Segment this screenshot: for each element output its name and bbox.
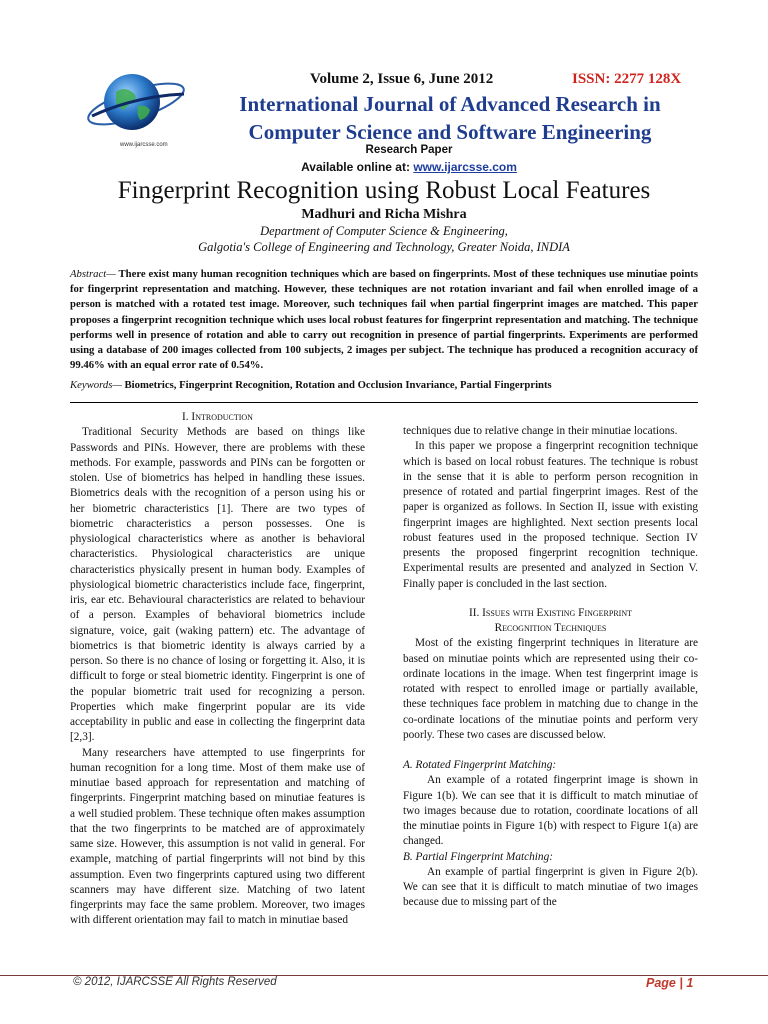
keywords xyxy=(70,379,698,391)
page-number: Page | 1 xyxy=(646,976,694,990)
globe-logo-icon xyxy=(80,66,192,150)
volume-issue: Volume 2, Issue 6, June 2012 xyxy=(310,71,494,87)
keywords-label: Keywords— xyxy=(70,379,122,391)
intro-paragraph-1: Traditional Security Methods are based on things like Passwords and PINs. However, there are problems with these methods. For example, passwords and PINs can be forgotten or stolen. Use of biometrics has helped in handling these issues. Biometrics deals with the recognition of a person using his or her biometric characteristics [1]. There are two types of biometric characteristics a person possesses. One is physiological characteristics where as another is behavioral characteristics. Physiological characteristics are unique characteristics physically present in human body. Examples of physiological biometric characteristics include face, fingerprint, iris, ear etc. Behavioural characteristics are related to behaviour of a person. Examples of behavioral biometrics include signature, voice, gait (waking pattern) etc. The advantage of biometrics is that biometric identity is always carried by a person. So there is no chance of losing or forgetting it. Also, it is difficult to forge or steal biometric identity. Fingerprint is one of the popular biometric trait used for recognizing a person. Properties which make fingerprint popular are its vide acceptability in public and ease in collecting the fingerprint data [2,3]. xyxy=(70,426,365,744)
intro-paragraph-3: In this paper we propose a fingerprint recognition technique which is based on local robust features. The technique is robust in the sense that it is able to perform person recognition in presence of rotated and partial fingerprint images. Rest of the paper is organized as follows. In Section II, issue with existing fingerprint images are highlighted. Next section presents local robust features used in the proposed technique. Section IV presents the proposed fingerprint recognition technique. Experimental results are presented and analyzed in Section V. Finally paper is concluded in the last section. xyxy=(403,440,698,590)
available-online xyxy=(0,160,768,174)
available-online-label: Available online at: xyxy=(301,160,414,174)
journal-title xyxy=(195,90,705,146)
copyright: © 2012, IJARCSSE All Rights Reserved xyxy=(73,976,277,988)
abstract-text: There exist many human recognition techniques which are based on fingerprints. Most of these techniques use minutiae points for fingerprint representation and matching. However, these techniques are not rotation invariant and fail when enrolled image of a person is matched with a rotated test image. Moreover, such techniques fail when partial fingerprint images are matched. This paper proposes a fingerprint recognition technique which uses local robust features for fingerprint representation and matching. The technique performs well in presence of rotation and able to carry out recognition in presence of partial fingerprints. Experiments are performed using a database of 200 images collected from 100 subjects, 2 images per subject. The technique has produced a recognition accuracy of 99.46% with an equal error rate of 0.54%. xyxy=(70,268,698,372)
journal-link[interactable]: www.ijarcsse.com xyxy=(413,160,517,174)
issues-paragraph: Most of the existing fingerprint techniques in literature are based on minutiae points which are represented using their co-ordinate locations in the image. When test fingerprint image is rotated with respect to enrolled image or partially available, these techniques face problem in matching due to change in the co-ordinate locations of the minutiae points and perform very poorly. These two cases are discussed below. xyxy=(403,637,698,741)
journal-title-line1: International Journal of Advanced Research in xyxy=(239,92,661,116)
left-column xyxy=(70,410,365,929)
right-column xyxy=(403,424,698,911)
header-divider xyxy=(70,402,698,403)
abstract-label: Abstract— xyxy=(70,268,116,280)
intro-paragraph-2: Many researchers have attempted to use fingerprints for human recognition for a long time. Most of them make use of minutiae based approach for representation and matching of fingerprints. Fingerprint matching based on minutiae features is a well studied problem. These technique often makes assumption that the two fingerprints to be matched are of approximately same size. However, this assumption is not valid in general. For example, matching of partial fingerprints will not bind by this assumption. Even two fingerprints captured using two different scanners may have different size. Matching of two latent fingerprints may face the same problem. Moreover, two images with different orientation may fail to match in minutiae based xyxy=(70,746,365,927)
issues-heading-line1: II. Issues with Existing Fingerprint xyxy=(468,606,633,619)
subsection-a-text: An example of a rotated fingerprint image is shown in Figure 1(b). We can see that it is difficult to match minutiae of two images because due to rotation, coordinate locations of all the minutiae points in Figure 1(b) with respect to Figure 1(a) are changed. xyxy=(403,774,698,848)
subsection-b-heading: B. Partial Fingerprint Matching: xyxy=(403,850,553,863)
issn: ISSN: 2277 128X xyxy=(572,71,682,87)
subsection-b-text: An example of partial fingerprint is given in Figure 2(b). We can see that it is difficult to match minutiae of two images because due to missing part of the xyxy=(403,865,698,909)
introduction-heading: I. Introduction xyxy=(182,411,253,423)
journal-title-line2: Computer Science and Software Engineering xyxy=(248,120,652,144)
subsection-a-heading: A. Rotated Fingerprint Matching: xyxy=(403,759,557,771)
abstract xyxy=(70,267,698,373)
continued-paragraph: techniques due to relative change in their minutiae locations. xyxy=(403,425,678,437)
issues-heading-line2: Recognition Techniques xyxy=(494,622,607,634)
department: Department of Computer Science & Engineering, xyxy=(260,224,508,238)
paper-type: Research Paper xyxy=(365,144,453,156)
paper-title: Fingerprint Recognition using Robust Local Features xyxy=(117,177,651,204)
authors: Madhuri and Richa Mishra xyxy=(301,207,467,222)
college: Galgotia's College of Engineering and Technology, Greater Noida, INDIA xyxy=(198,240,570,254)
keywords-text: Biometrics, Fingerprint Recognition, Rotation and Occlusion Invariance, Partial Fingerprints xyxy=(124,379,552,391)
journal-logo xyxy=(80,66,192,150)
logo-url-text: www.ijarcsse.com xyxy=(120,142,168,148)
